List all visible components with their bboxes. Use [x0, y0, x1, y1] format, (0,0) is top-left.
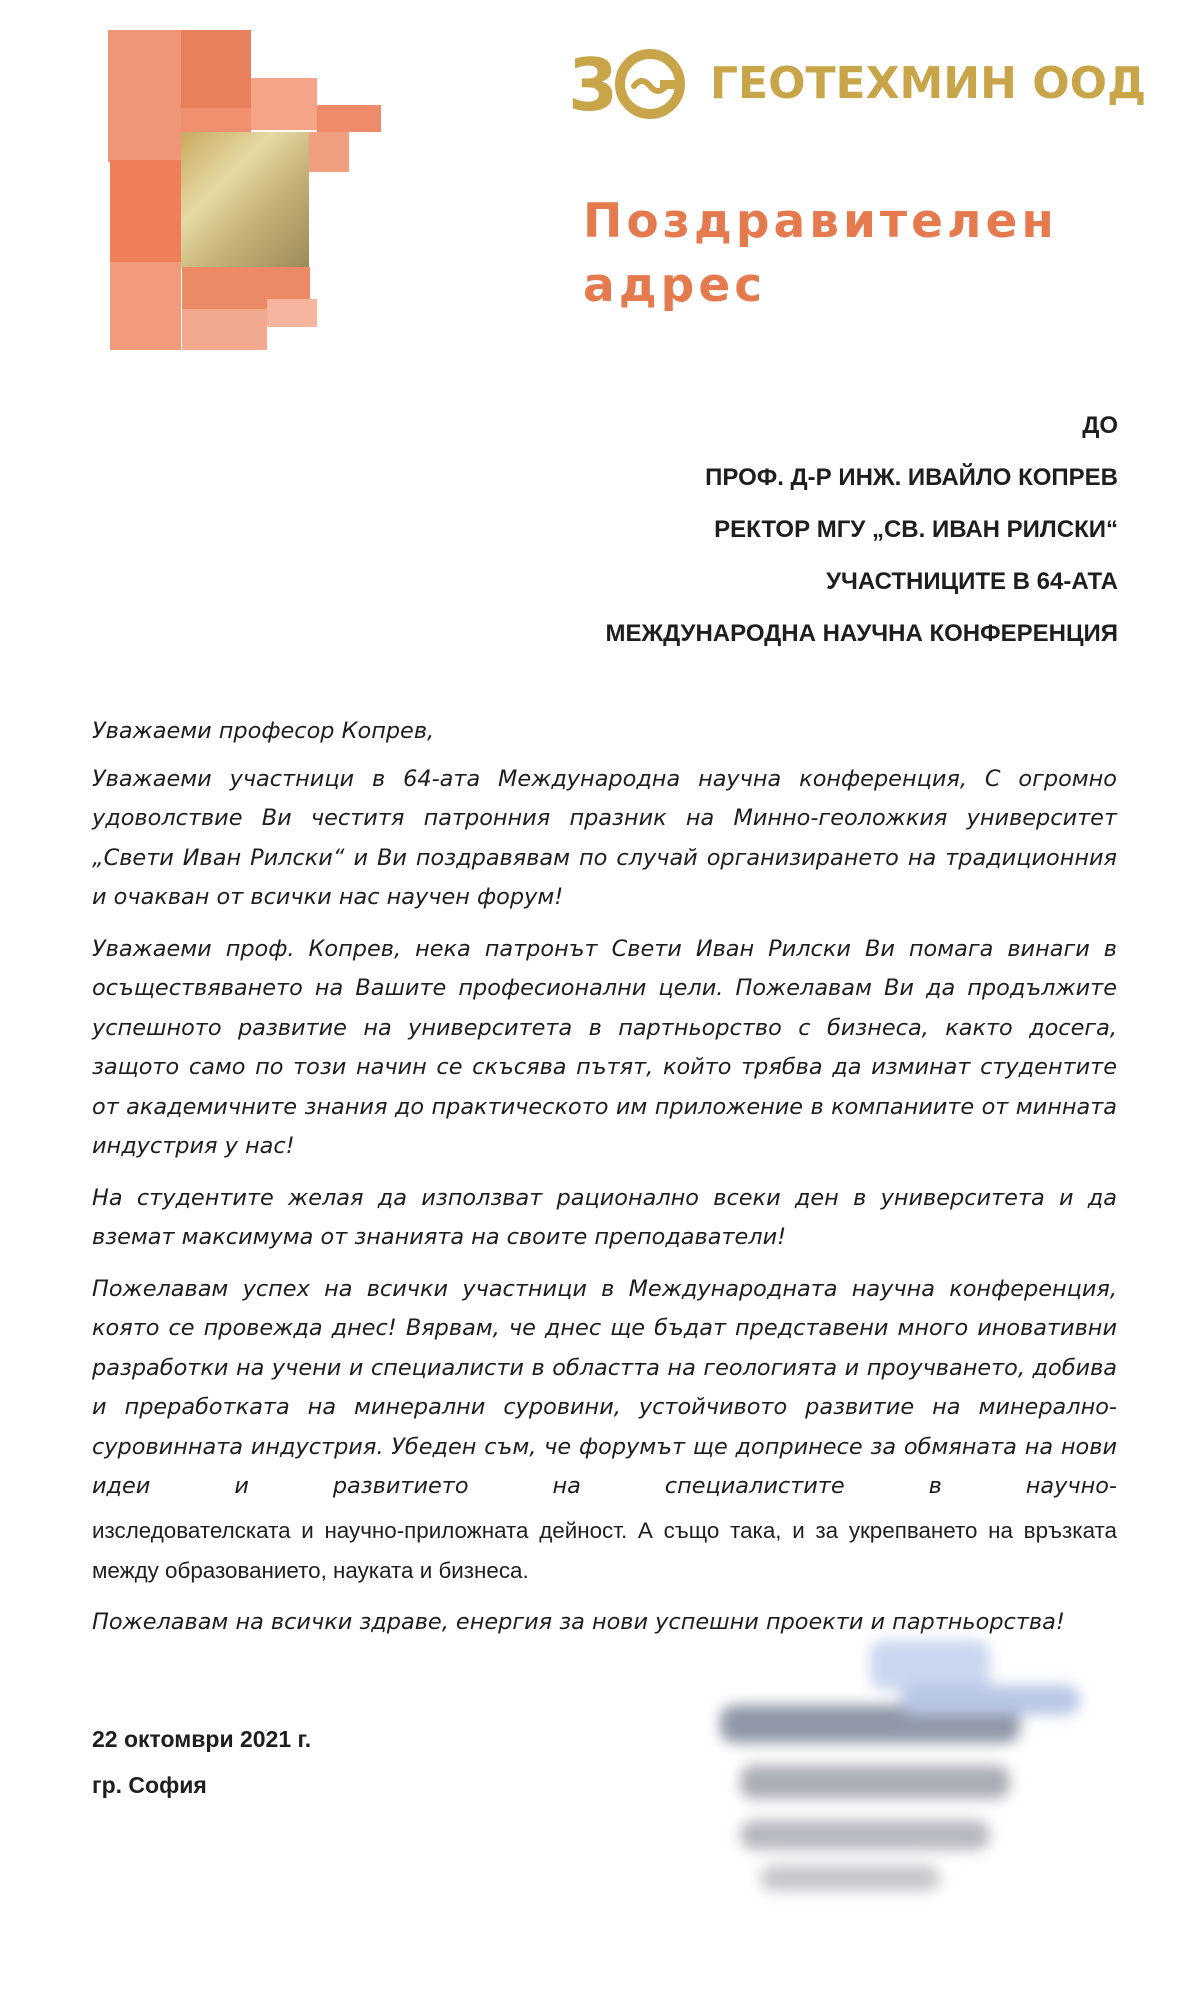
recipient-line: МЕЖДУНАРОДНА НАУЧНА КОНФЕРЕНЦИЯ [605, 620, 1118, 647]
blurred-signature-icon [700, 1630, 1160, 1900]
letter-paragraph: Пожелавам успех на всички участници в Международната научна конференция, която се провежда днес! Вярвам, че днес ще бъдат представени много иновативни разработки на учени и специалисти в областта на геологията и проучването, добива и преработката на минерални суровини, устойчивото развитие на минерално-суровинната индустрия. Убеден съм, че форумът ще допринесе за обмяната на нови идеи и развитието на специалистите в научно- [92, 1275, 1117, 1499]
logo-block [110, 262, 181, 350]
logo-block [110, 160, 181, 265]
recipient-block [605, 400, 1118, 660]
company-name: ГЕОТЕХМИН ООД [710, 57, 1147, 109]
logo-block [309, 132, 349, 172]
logo-block [181, 132, 309, 267]
letter-body [92, 712, 1117, 1654]
geotechmin-3g-logo-icon [568, 40, 700, 126]
document-title: Поздравителен адрес [583, 194, 1058, 313]
letter-paragraph: Уважаеми проф. Копрев, нека патронът Свети Иван Рилски Ви помага винаги в осъществяването на Вашите професионални цели. Пожелавам Ви да продължите успешното развитие на университета в партньорство с бизнеса, както досега, защото само по този начин се скъсява пътят, който трябва да изминат студентите от академичните знания до практическото им приложение в компаниите от минната индустрия у нас! [92, 935, 1117, 1159]
logo-block [267, 299, 317, 327]
letter-footer [92, 1716, 311, 1808]
closing-line: Пожелавам на всички здраве, енергия за нови успешни проекти и партньорства! [92, 1608, 1065, 1635]
letter-city: гр. София [92, 1772, 207, 1798]
logo-block [108, 30, 181, 162]
recipient-line: УЧАСТНИЦИТЕ В 64-АТА [826, 568, 1118, 595]
logo-block [181, 30, 251, 108]
brand-logo [568, 40, 1146, 126]
recipient-line: ДО [1082, 412, 1118, 439]
logo-block [182, 309, 267, 350]
salutation: Уважаеми професор Копрев, [92, 718, 435, 744]
svg-text:3: 3 [568, 43, 619, 126]
recipient-line: РЕКТОР МГУ „СВ. ИВАН РИЛСКИ“ [714, 516, 1118, 543]
signature-blur-stroke [900, 1685, 1080, 1715]
logo-block [251, 78, 317, 130]
signature-blur-stroke [740, 1820, 990, 1850]
signature-blur-stroke [760, 1865, 940, 1891]
recipient-line: ПРОФ. Д-Р ИНЖ. ИВАЙЛО КОПРЕВ [705, 464, 1118, 491]
signature-blur-stroke [870, 1640, 990, 1690]
letter-date: 22 октомври 2021 г. [92, 1726, 312, 1752]
letter-paragraph: Уважаеми участници в 64-ата Международна научна конференция, С огромно удоволствие Ви честитя патронния празник на Минно-геоложкия университет „Свети Иван Рилски“ и Ви поздравявам по случай организирането на традиционния и очакван от всички нас научен форум! [92, 765, 1117, 910]
logo-block [317, 105, 381, 132]
letter-paragraph: На студентите желая да използват рационално всеки ден в университета и да вземат максимума от знанията на своите преподаватели! [92, 1184, 1117, 1250]
signature-blur-stroke [740, 1765, 1010, 1799]
letter-paragraph-continuation: изследователската и научно-приложната дейност. А също така, и за укрепването на връзката между образованието, науката и бизнеса. [92, 1517, 1117, 1583]
